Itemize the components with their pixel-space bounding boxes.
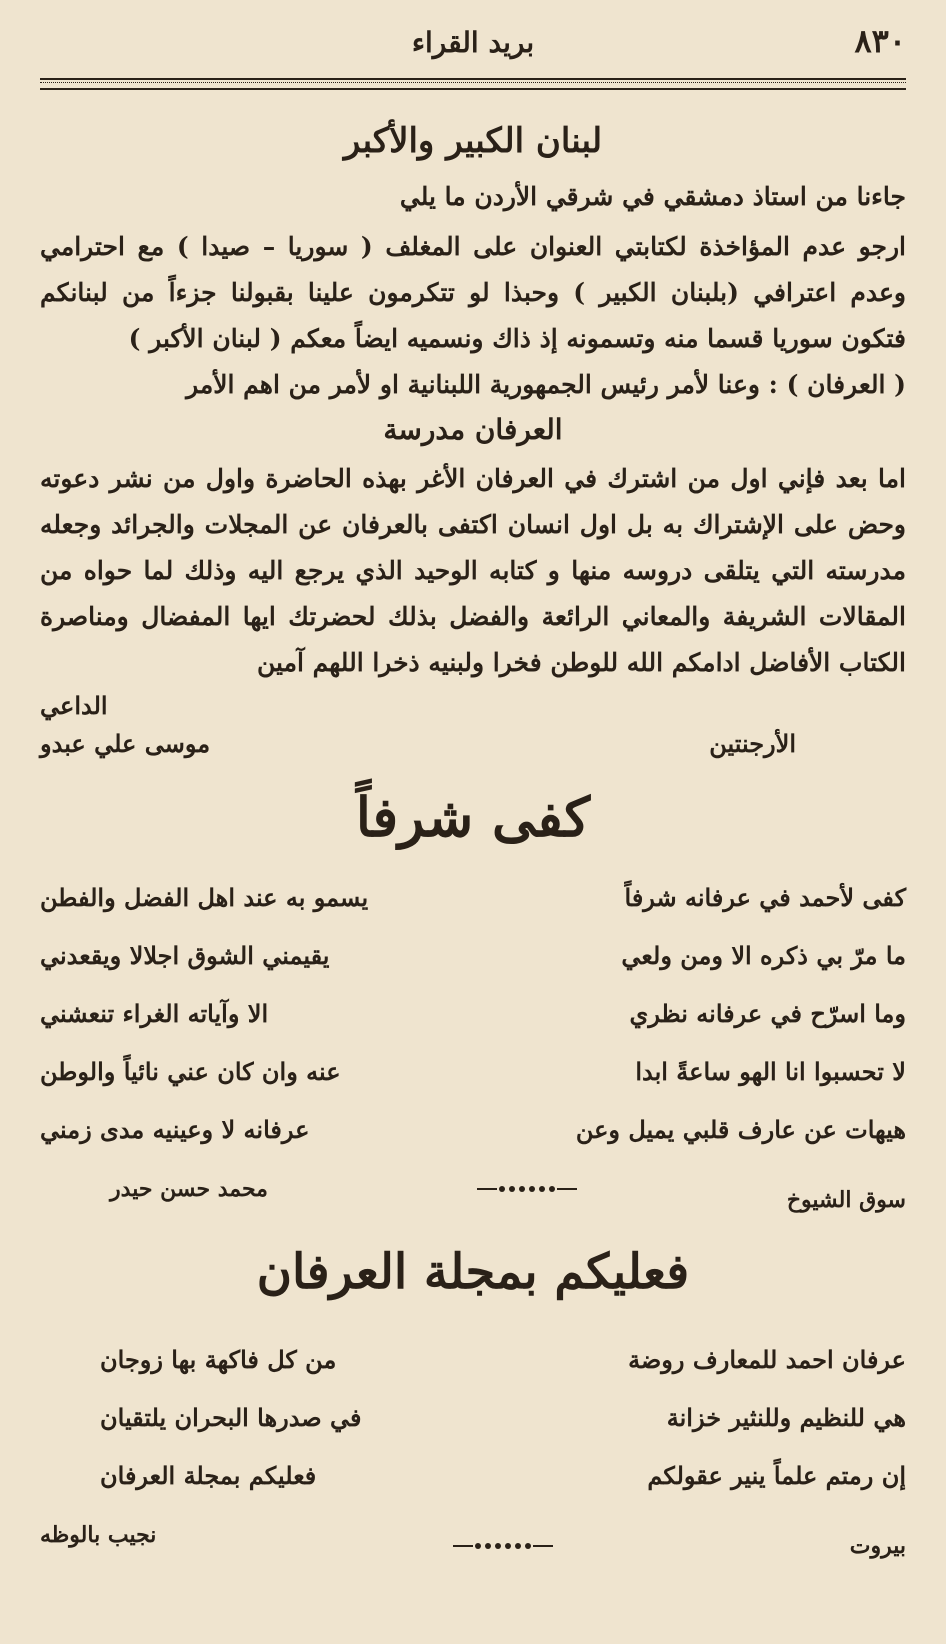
page-content xyxy=(40,110,906,1564)
signature-row xyxy=(40,724,906,764)
verse-first-half: هيهات عن عارف قلبي يميل وعن xyxy=(575,1115,906,1144)
verse-first-half: كفى لأحمد في عرفانه شرفاً xyxy=(624,883,906,912)
ornament-divider xyxy=(433,1543,573,1549)
article-irfan-school xyxy=(40,408,906,764)
running-title: بريد القراء xyxy=(411,26,535,59)
verse-first-half: عرفان احمد للمعارف روضة xyxy=(628,1345,906,1374)
signature-row xyxy=(40,686,906,726)
verse-second-half: من كل فاكهة بها زوجان xyxy=(100,1345,337,1374)
verse-second-half: في صدرها البحران يلتقيان xyxy=(100,1403,362,1432)
verse-second-half: يسمو به عند اهل الفضل والفطن xyxy=(40,883,369,912)
ornament-divider xyxy=(457,1186,597,1192)
poet-place: سوق الشيوخ xyxy=(786,1187,906,1213)
closing-word: الداعي xyxy=(40,691,108,720)
poem-verses xyxy=(40,1338,906,1498)
verse-second-half: عنه وان كان عني نائياً والوطن xyxy=(40,1057,341,1086)
sender-name: موسى علي عبدو xyxy=(40,729,211,758)
verse-first-half: وما اسرّح في عرفانه نظري xyxy=(629,999,906,1028)
verse-first-half: ما مرّ بي ذكره الا ومن ولعي xyxy=(621,941,906,970)
poem-title: فعليكم بمجلة العرفان xyxy=(256,1244,690,1300)
poet-place: بيروت xyxy=(849,1533,906,1559)
article-body: ارجو عدم المؤاخذة لكتابتي العنوان على المغلف ( سوريا – صيدا ) مع احترامي وعدم اعترافي (بلبنان الكبير ) وحبذا لو تتكرمون علينا بقبولنا جزءاً من لبنانكم فتكون سوريا قسما منه وتسمونه إذ ذاك ونسميه ايضاً معكم ( لبنان الأكبر ) xyxy=(40,232,906,353)
article-greater-lebanon xyxy=(40,118,906,408)
verse-first-half: هي للنظيم وللنثير خزانة xyxy=(666,1403,906,1432)
verse-second-half: عرفانه لا وعينيه مدى زمني xyxy=(40,1115,310,1144)
page-number: ٨٣٠ xyxy=(854,22,906,60)
poem-footer xyxy=(40,1160,906,1218)
poet-name: نجيب بالوظه xyxy=(40,1522,157,1548)
verse-second-half: فعليكم بمجلة العرفان xyxy=(100,1461,317,1490)
page-header xyxy=(40,22,906,62)
poem-irfan-magazine xyxy=(40,1240,906,1564)
article-title: العرفان مدرسة xyxy=(383,413,563,446)
poem-enough-honor xyxy=(40,782,906,1218)
verse-second-half: الا وآياته الغراء تنعشني xyxy=(40,999,269,1028)
header-rule xyxy=(40,78,906,90)
poem-verses xyxy=(40,876,906,1152)
article-body: اما بعد فإني اول من اشترك في العرفان الأغر بهذه الحاضرة واول من نشر دعوته وحض على الإشتراك به بل اول انسان اكتفى بالعرفان عن المجلات والجرائد وجعله مدرسته التي يتلقى دروسه منها و كتابه الوحيد الذي يرجع اليه وذلك لما حواه من المقالات الشريفة والمعاني الرائعة والفضل بذلك لحضرتك ايها المفضال ومناصرة الكتاب الأفاضل ادامكم الله للوطن فخرا ولبنيه ذخرا اللهم آمين xyxy=(40,464,906,677)
verse-first-half: لا تحسبوا انا الهو ساعةً ابدا xyxy=(635,1057,906,1086)
editor-reply: ( العرفان ) : وعنا لأمر رئيس الجمهورية اللبنانية او لأمر من اهم الأمر xyxy=(186,370,906,399)
poem-title: كفى شرفاً xyxy=(355,785,591,849)
article-title: لبنان الكبير والأكبر xyxy=(343,121,603,161)
poet-name: محمد حسن حيدر xyxy=(110,1176,268,1202)
verse-second-half: يقيمني الشوق اجلالا ويقعدني xyxy=(40,941,330,970)
article-intro: جاءنا من استاذ دمشقي في شرقي الأردن ما يلي xyxy=(399,182,906,211)
poem-footer xyxy=(40,1506,906,1564)
verse-first-half: إن رمتم علماً ينير عقولكم xyxy=(647,1461,906,1490)
sender-place: الأرجنتين xyxy=(709,729,796,758)
